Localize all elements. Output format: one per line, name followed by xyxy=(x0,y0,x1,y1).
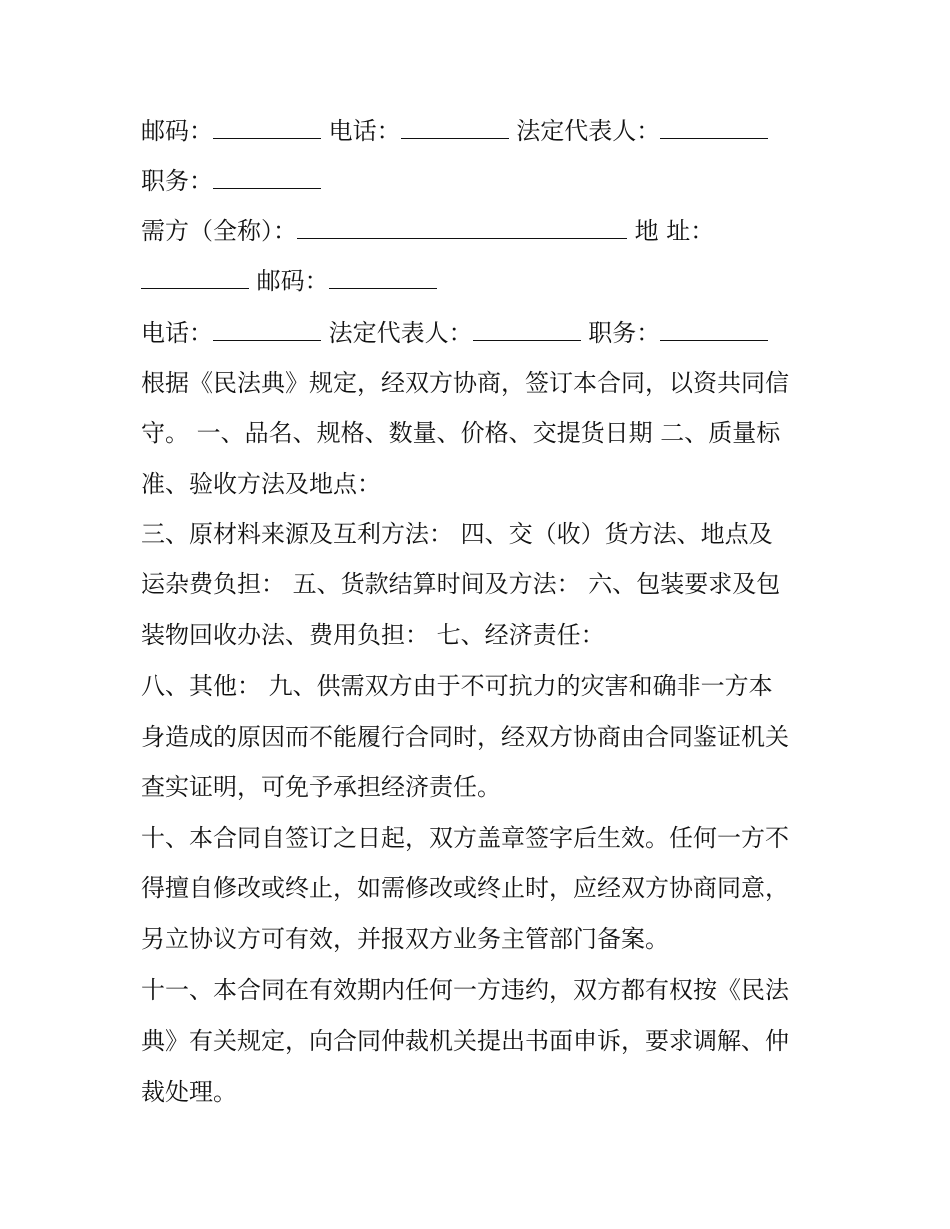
supplier-phone-label: 电话： xyxy=(328,117,401,145)
body-line: 裁处理。 xyxy=(141,1078,237,1106)
buyer-legal-rep-blank xyxy=(473,318,581,341)
buyer-address-label: 地 址： xyxy=(634,217,715,245)
buyer-phone-blank xyxy=(213,318,321,341)
body-line: 另立协议方可有效，并报双方业务主管部门备案。 xyxy=(141,925,669,953)
supplier-position-line xyxy=(141,166,821,196)
body-line: 根据《民法典》规定，经双方协商，签订本合同，以资共同信 xyxy=(141,369,789,397)
body-line: 得擅自修改或终止，如需修改或终止时，应经双方协商同意， xyxy=(141,874,789,902)
buyer-contact-line xyxy=(141,318,821,348)
buyer-postcode-label: 邮码： xyxy=(256,267,329,295)
body-line: 八、其他： 九、供需双方由于不可抗力的灾害和确非一方本 xyxy=(141,672,773,700)
supplier-contact-line xyxy=(141,116,821,146)
body-line: 查实证明，可免予承担经济责任。 xyxy=(141,773,501,801)
body-line: 准、验收方法及地点： xyxy=(141,470,381,498)
body-line: 十、本合同自签订之日起，双方盖章签字后生效。任何一方不 xyxy=(141,824,789,852)
buyer-address-line xyxy=(141,266,821,296)
buyer-postcode-blank xyxy=(329,266,437,289)
buyer-name-label: 需方（全称）： xyxy=(141,217,297,245)
buyer-position-label: 职务： xyxy=(588,319,661,347)
buyer-name-line xyxy=(141,216,821,246)
supplier-position-blank xyxy=(213,166,321,189)
body-line: 三、原材料来源及互利方法： 四、交（收）货方法、地点及 xyxy=(141,520,773,548)
body-line: 身造成的原因而不能履行合同时，经双方协商由合同鉴证机关 xyxy=(141,723,789,751)
supplier-phone-blank xyxy=(401,116,509,139)
buyer-phone-label: 电话： xyxy=(141,319,213,347)
buyer-address-blank xyxy=(141,266,249,289)
body-line: 典》有关规定，向合同仲裁机关提出书面申诉，要求调解、仲 xyxy=(141,1027,789,1055)
buyer-name-blank xyxy=(297,216,627,239)
supplier-postcode-blank xyxy=(213,116,321,139)
supplier-legal-rep-label: 法定代表人： xyxy=(516,117,661,145)
supplier-position-label: 职务： xyxy=(141,167,213,195)
supplier-postcode-label: 邮码： xyxy=(141,117,213,145)
body-line: 十一、本合同在有效期内任何一方违约，双方都有权按《民法 xyxy=(141,976,789,1004)
buyer-legal-rep-label: 法定代表人： xyxy=(328,319,473,347)
buyer-position-blank xyxy=(660,318,768,341)
body-line: 运杂费负担： 五、货款结算时间及方法： 六、包装要求及包 xyxy=(141,570,781,598)
body-line: 守。 一、品名、规格、数量、价格、交提货日期 二、质量标 xyxy=(141,419,781,447)
supplier-legal-rep-blank xyxy=(660,116,768,139)
body-line: 装物回收办法、费用负担： 七、经济责任： xyxy=(141,621,605,649)
